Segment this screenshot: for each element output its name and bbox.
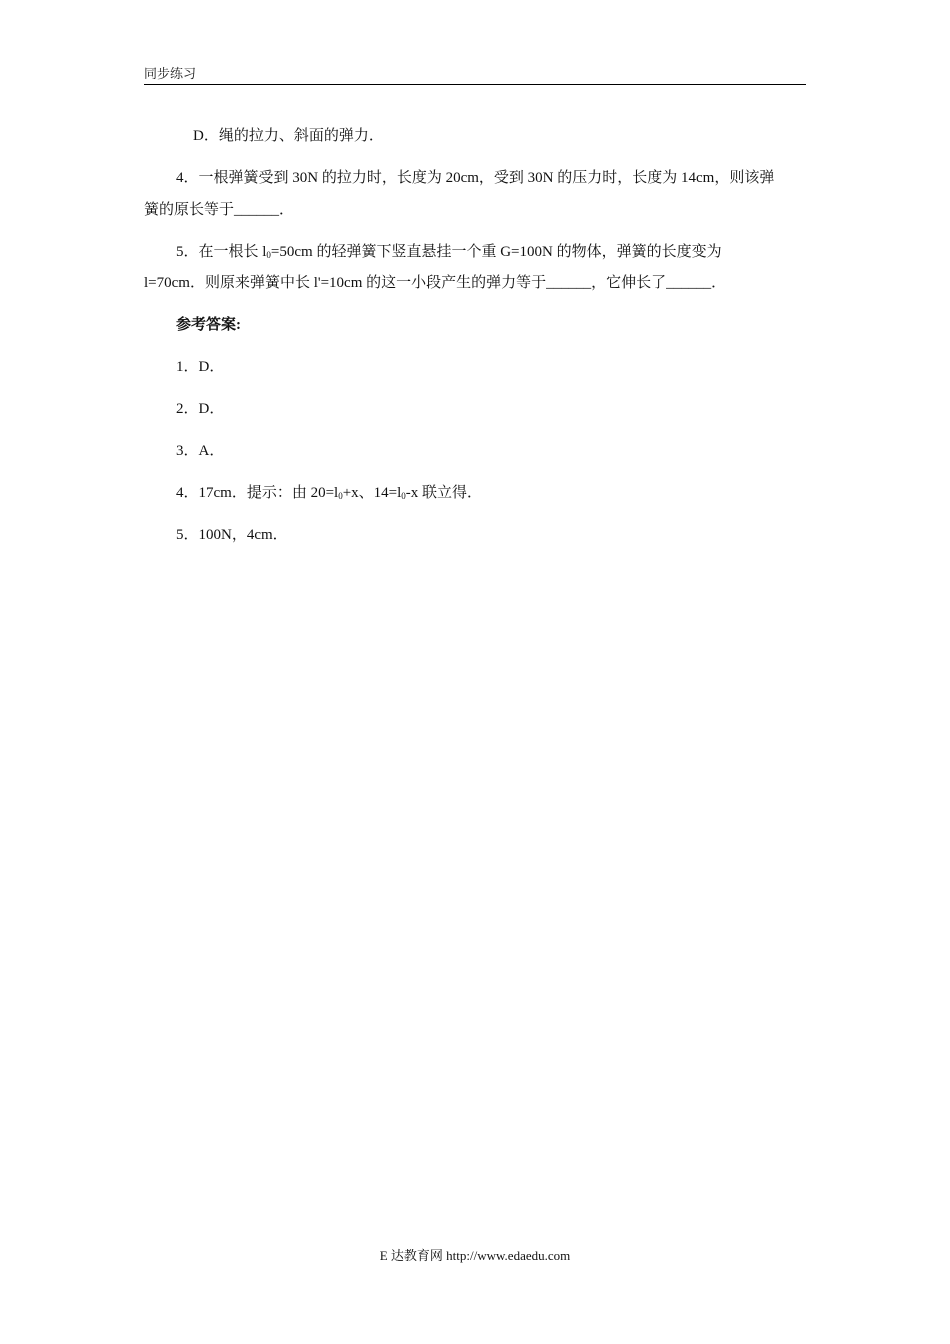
answer-5: 5．100N，4cm．	[176, 527, 288, 543]
page-header	[144, 66, 806, 85]
answer-4	[176, 483, 482, 503]
question-3-option-d: D．绳的拉力、斜面的弹力．	[193, 128, 384, 144]
subscript-zero: 0	[338, 491, 343, 501]
answer-2: 2．D．	[176, 401, 225, 417]
page-footer: E 达教育网 http://www.edaedu.com	[379, 1248, 571, 1263]
answer-1: 1．D．	[176, 359, 225, 375]
answer-4-text-c: -x 联立得．	[405, 485, 483, 501]
subscript-zero: 0	[266, 250, 271, 260]
question-5-text-b: =50cm 的轻弹簧下竖直悬挂一个重 G=100N 的物体，弹簧的长度变为	[270, 244, 722, 260]
question-5-line-1	[176, 242, 722, 262]
question-5-line-2: l=70cm．则原来弹簧中长 l'=10cm 的这一小段产生的弹力等于______，它伸长了______．	[144, 275, 727, 291]
header-title: 同步练习	[144, 66, 197, 81]
question-4-line-2: 簧的原长等于______．	[144, 202, 295, 218]
answer-3: 3．A．	[176, 443, 225, 459]
question-4-line-1: 4．一根弹簧受到 30N 的拉力时，长度为 20cm，受到 30N 的压力时，长度为 14cm，则该弹	[176, 170, 775, 186]
subscript-zero: 0	[401, 491, 406, 501]
answers-heading: 参考答案:	[176, 317, 241, 333]
answer-4-text-b: +x、14=l	[342, 485, 402, 501]
answer-4-text-a: 4．17cm．提示：由 20=l	[176, 485, 339, 501]
question-5-text-a: 5．在一根长 l	[176, 244, 267, 260]
